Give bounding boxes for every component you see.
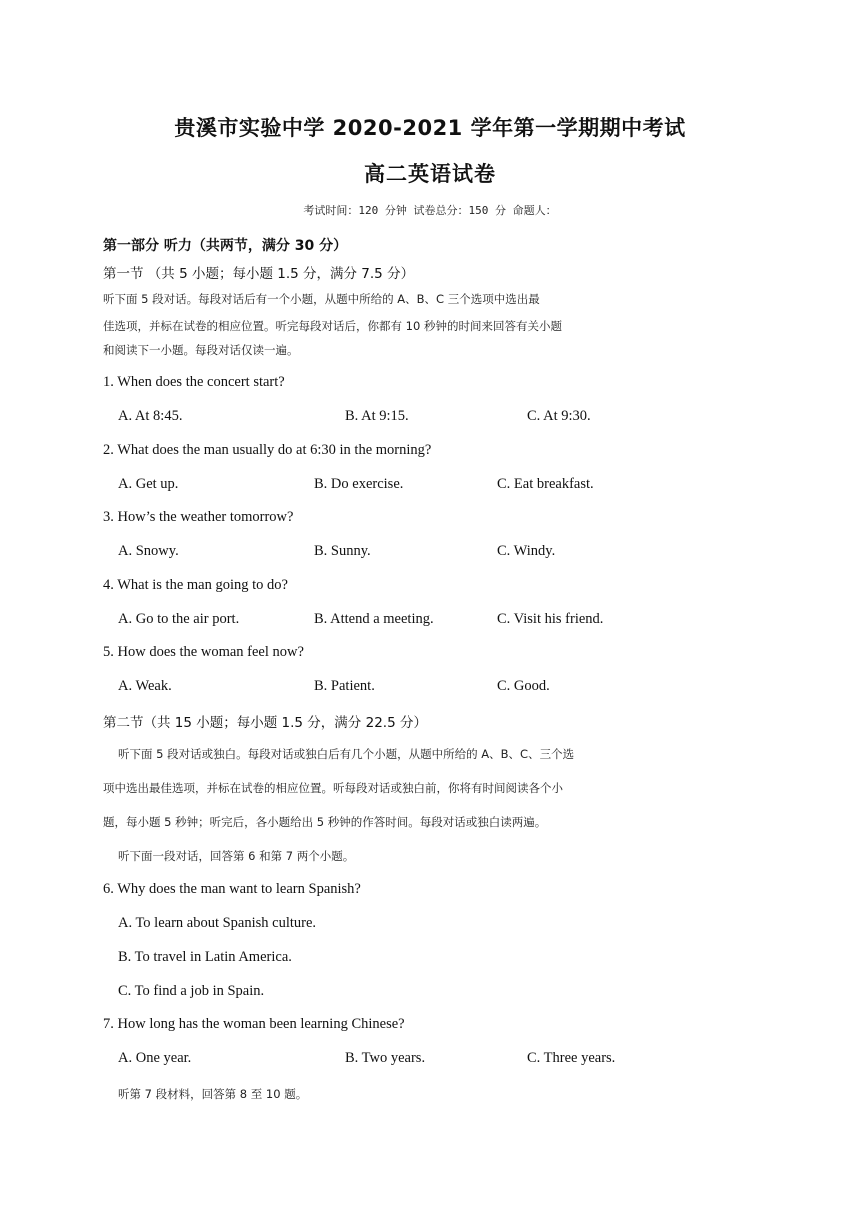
option-c: C. At 9:30. <box>527 408 591 424</box>
listening-note: 听下面一段对话，回答第 6 和第 7 两个小题。 <box>118 849 355 863</box>
option-a: A. One year. <box>118 1050 192 1066</box>
section1-instruction-line: 佳选项，并标在试卷的相应位置。听完每段对话后，你都有 10 秒钟的时间来回答有关小题 <box>103 319 562 333</box>
option-b: B. Attend a meeting. <box>314 611 434 627</box>
question-stem: 3. How’s the weather tomorrow? <box>103 509 294 525</box>
option-c: C. Visit his friend. <box>497 611 604 627</box>
exam-info: 考试时间：120 分钟 试卷总分：150 分 命题人： <box>303 204 557 217</box>
option-b: B. To travel in Latin America. <box>118 949 292 965</box>
part1-heading: 第一部分 听力（共两节，满分 30 分） <box>103 238 348 254</box>
exam-subtitle: 高二英语试卷 <box>364 162 496 186</box>
option-a: A. At 8:45. <box>118 408 183 424</box>
option-a: A. Get up. <box>118 476 179 492</box>
section2-instruction-line: 项中选出最佳选项，并标在试卷的相应位置。听每段对话或独白前，你将有时间阅读各个小 <box>103 781 563 795</box>
option-a: A. Snowy. <box>118 543 179 559</box>
question-stem: 1. When does the concert start? <box>103 374 285 390</box>
option-c: C. Three years. <box>527 1050 616 1066</box>
option-b: B. Sunny. <box>314 543 371 559</box>
option-b: B. Patient. <box>314 678 375 694</box>
option-c: C. Eat breakfast. <box>497 476 594 492</box>
exam-title: 贵溪市实验中学 2020-2021 学年第一学期期中考试 <box>174 116 686 140</box>
question-stem: 4. What is the man going to do? <box>103 577 288 593</box>
section2-instruction-line: 听下面 5 段对话或独白。每段对话或独白后有几个小题，从题中所给的 A、B、C、三个选 <box>118 747 575 761</box>
question-stem: 6. Why does the man want to learn Spanish? <box>103 881 361 897</box>
option-c: C. Windy. <box>497 543 556 559</box>
section1-heading: 第一节 （共 5 小题；每小题 1.5 分，满分 7.5 分） <box>103 266 415 282</box>
section2-instruction-line: 题，每小题 5 秒钟；听完后，各小题给出 5 秒钟的作答时间。每段对话或独白读两遍。 <box>103 815 547 829</box>
option-a: A. To learn about Spanish culture. <box>118 915 317 931</box>
section2-heading: 第二节（共 15 小题；每小题 1.5 分，满分 22.5 分） <box>103 715 427 731</box>
option-b: B. Two years. <box>345 1050 426 1066</box>
question-stem: 7. How long has the woman been learning Chinese? <box>103 1016 405 1032</box>
option-a: A. Go to the air port. <box>118 611 240 627</box>
section1-instruction-line: 听下面 5 段对话。每段对话后有一个小题，从题中所给的 A、B、C 三个选项中选出最 <box>103 292 540 306</box>
question-stem: 2. What does the man usually do at 6:30 in the morning? <box>103 442 432 458</box>
option-c: C. To find a job in Spain. <box>118 983 265 999</box>
listening-note: 听第 7 段材料，回答第 8 至 10 题。 <box>118 1087 308 1101</box>
section1-instruction-line: 和阅读下一小题。每段对话仅读一遍。 <box>103 343 299 357</box>
question-stem: 5. How does the woman feel now? <box>103 644 304 660</box>
option-c: C. Good. <box>497 678 550 694</box>
option-b: B. At 9:15. <box>345 408 409 424</box>
option-a: A. Weak. <box>118 678 172 694</box>
option-b: B. Do exercise. <box>314 476 404 492</box>
